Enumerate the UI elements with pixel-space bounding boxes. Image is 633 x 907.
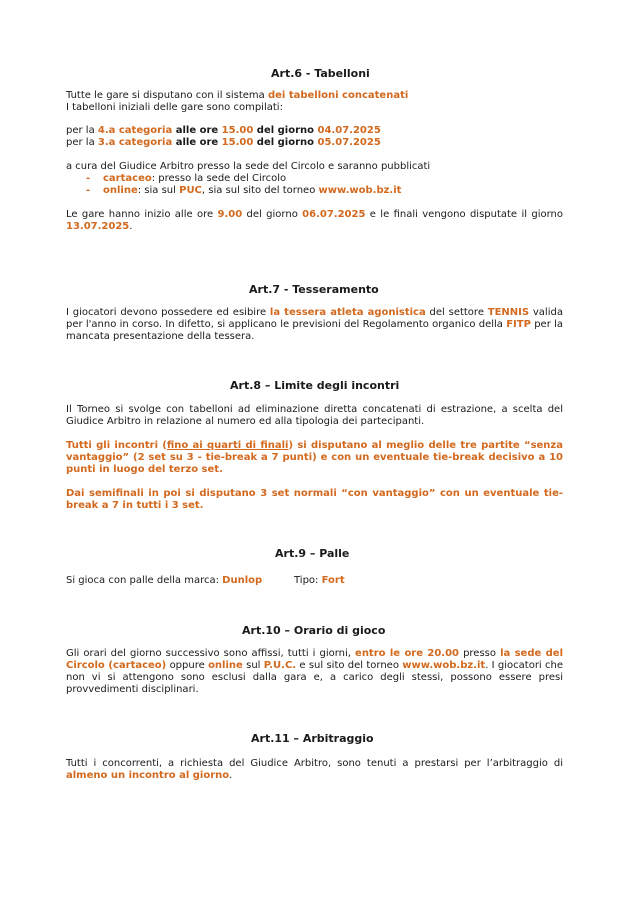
bullet-dash: - [86,173,91,184]
art8-line1: Il Torneo si svolge con tabelloni ad eliminazione diretta concatenati di estrazione, a scelta del [66,404,563,415]
art11-line2: almeno un incontro al giorno. [66,770,233,781]
art10-line1: Gli orari del giorno successivo sono affissi, tutti i giorni, entro le ore 20.00 presso la sede del [66,648,563,659]
art6-row-4a: per la 4.a categoria alle ore 15.00 del giorno 04.07.2025 [66,125,381,136]
art10-line4: provvedimenti disciplinari. [66,684,199,695]
art7-line3: mancata presentazione della tessera. [66,331,255,342]
art6-bullet-online: online: sia sul PUC, sia sul sito del torneo www.wob.bz.it [103,185,402,196]
art11-line1: Tutti i concorrenti, a richiesta del Giudice Arbitro, sono tenuti a prestarsi per l’arbitraggio di [66,758,563,769]
art9-line1: Si gioca con palle della marca: Dunlop [66,575,263,586]
art10-line3: non vi si attengono sono esclusi dalla gara e, a carico degli stessi, possono essere presi [66,672,563,683]
art6-final-date: 13.07.2025. [66,221,133,232]
art8-para1-line3: punti in luogo del terzo set. [66,464,223,475]
art10-line2: Circolo (cartaceo) oppure online sul P.U.C. e sul sito del torneo www.wob.bz.it. I giocatori che [66,660,563,671]
art7-line1: I giocatori devono possedere ed esibire la tessera atleta agonistica del settore TENNIS valida [66,307,563,318]
bullet-dash: - [86,185,91,196]
art8-para2-line1: Dai semifinali in poi si disputano 3 set normali “con vantaggio” con un eventuale tie- [66,488,563,499]
art8-para1-line2: vantaggio” (2 set su 3 - tie-break a 7 punti) e con un eventuale tie-break decisivo a 10 [66,452,563,463]
art9-type: Tipo: Fort [294,575,345,586]
art8-title: Art.8 – Limite degli incontri [230,379,400,392]
art10-title: Art.10 – Orario di gioco [242,624,386,637]
art6-gare-line: Le gare hanno inizio alle ore 9.00 del giorno 06.07.2025 e le finali vengono disputate il giorno [66,209,563,220]
art6-cura: a cura del Giudice Arbitro presso la sede del Circolo e saranno pubblicati [66,161,431,172]
art6-bullet-cartaceo: cartaceo: presso la sede del Circolo [103,173,287,184]
art9-title: Art.9 – Palle [275,547,350,560]
art8-para2-line2: break a 7 in tutti i 3 set. [66,500,204,511]
art6-title: Art.6 - Tabelloni [271,67,370,80]
art11-title: Art.11 – Arbitraggio [251,732,374,745]
art6-row-3a: per la 3.a categoria alle ore 15.00 del giorno 05.07.2025 [66,137,381,148]
art8-line2: Giudice Arbitro in relazione al numero ed alla tipologia dei partecipanti. [66,416,425,427]
art6-line2: I tabelloni iniziali delle gare sono compilati: [66,102,283,113]
art7-line2: per l'anno in corso. In difetto, si applicano le previsioni del Regolamento organico della FITP per la [66,319,563,330]
art7-title: Art.7 - Tesseramento [249,283,379,296]
art8-para1-line1: Tutti gli incontri (fino ai quarti di finali) si disputano al meglio delle tre partite “senza [66,440,563,451]
art6-line1: Tutte le gare si disputano con il sistema dei tabelloni concatenati [66,90,409,101]
